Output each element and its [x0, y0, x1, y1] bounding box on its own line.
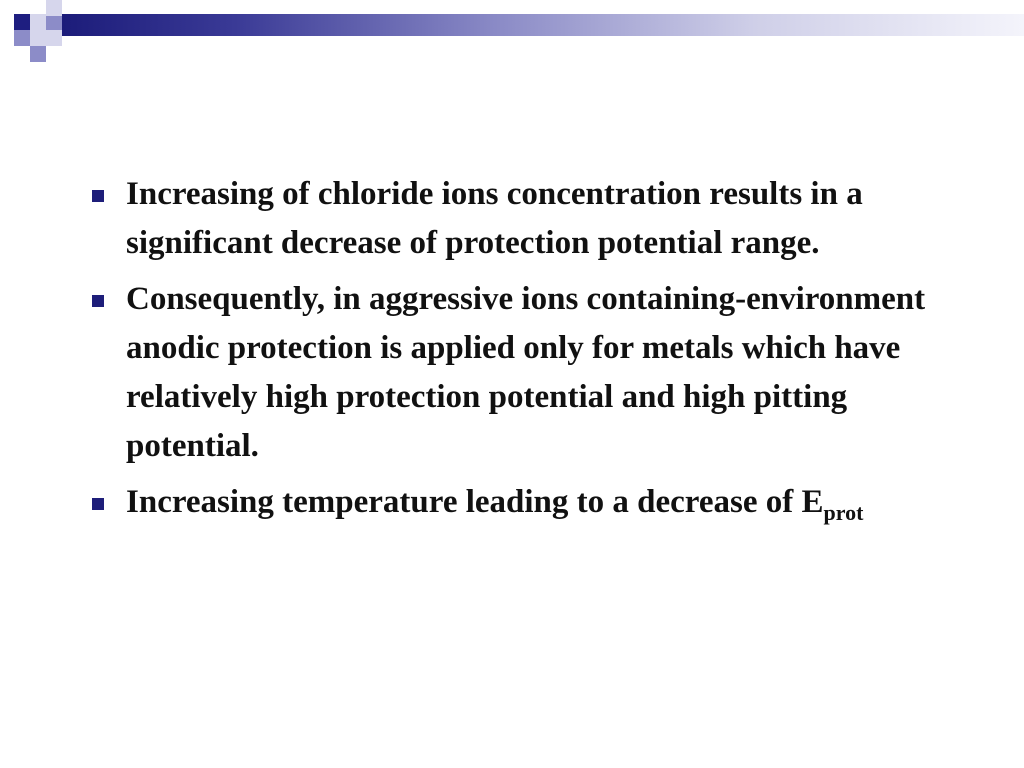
- bullet-text: Consequently, in aggressive ions containing-environment anodic protection is applied only for metals which have relatively high protection potential and high pitting potential.: [126, 281, 926, 464]
- square-bullet-icon: [92, 190, 104, 202]
- bullet-item: [86, 275, 966, 471]
- square-bullet-icon: [92, 295, 104, 307]
- deco-square: [46, 30, 62, 46]
- gradient-bar: [62, 14, 1024, 36]
- subscript-text: prot: [823, 500, 864, 525]
- deco-square: [30, 30, 46, 46]
- header-decoration: [0, 0, 1024, 70]
- bullet-list: [86, 170, 966, 534]
- bullet-item: [86, 478, 966, 527]
- square-bullet-icon: [92, 498, 104, 510]
- bullet-text: Increasing temperature leading to a decrease of E: [126, 484, 824, 520]
- deco-square: [14, 30, 30, 46]
- deco-square: [30, 46, 46, 62]
- bullet-item: [86, 170, 966, 268]
- deco-square: [30, 14, 46, 30]
- deco-square: [14, 14, 30, 30]
- bullet-text: Increasing of chloride ions concentration results in a significant decrease of protection potential range.: [126, 176, 863, 261]
- deco-square: [46, 0, 62, 16]
- deco-square: [46, 14, 62, 30]
